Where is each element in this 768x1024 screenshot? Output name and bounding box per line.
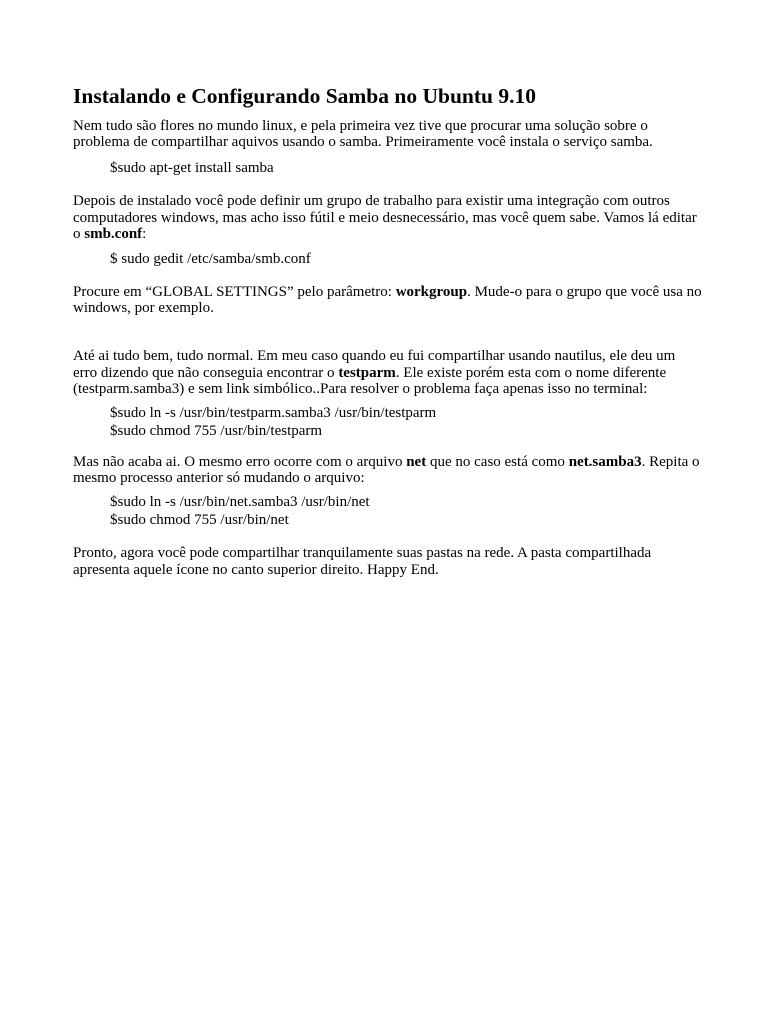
- document-title: Instalando e Configurando Samba no Ubuntu 9.10: [73, 84, 536, 108]
- command-chmod-net: $sudo chmod 755 /usr/bin/net: [110, 511, 289, 528]
- net-paragraph: [73, 454, 703, 487]
- global-settings-text: Procure em “GLOBAL SETTINGS” pelo parâmetro:: [73, 283, 396, 300]
- net-text-end: . Repita o mesmo processo anterior só mudando o arquivo:: [73, 453, 700, 487]
- command-ln-testparm: $sudo ln -s /usr/bin/testparm.samba3 /usr/bin/testparm: [110, 404, 437, 421]
- command-gedit-smbconf: $ sudo gedit /etc/samba/smb.conf: [110, 250, 311, 267]
- document-page: [73, 84, 703, 578]
- workgroup-label: workgroup: [395, 283, 468, 300]
- command-ln-net: $sudo ln -s /usr/bin/net.samba3 /usr/bin/net: [110, 493, 370, 510]
- testparm-error-paragraph: [73, 348, 703, 398]
- net-text-middle: que no caso está como: [426, 453, 569, 470]
- net-text: Mas não acaba ai. O mesmo erro ocorre com o arquivo: [73, 453, 407, 470]
- global-settings-text-end: . Mude-o para o grupo que você usa no windows, por exemplo.: [73, 283, 702, 317]
- command-install-samba: $sudo apt-get install samba: [110, 159, 274, 176]
- workgroup-text: Depois de instalado você pode definir um grupo de trabalho para existir uma integração com outros computadores windows, mas acho isso fútil e meio desnecessário, mas você quem sabe. Vamos lá editar o: [73, 192, 697, 243]
- smb-conf-label: smb.conf: [84, 226, 143, 243]
- testparm-error-text: Até ai tudo bem, tudo normal. Em meu caso quando eu fui compartilhar usando nautilus, ele deu um erro dizendo que não conseguia encontrar o: [73, 347, 676, 381]
- net-samba3-label: net.samba3: [568, 453, 642, 470]
- intro-paragraph: Nem tudo são flores no mundo linux, e pela primeira vez tive que procurar uma solução sobre o problema de compartilhar aquivos usando o samba. Primeiramente você instala o serviço samba.: [73, 117, 653, 151]
- testparm-error-text-end: . Ele existe porém esta com o nome diferente (testparm.samba3) e sem link simbólico..Para resolver o problema faça apenas isso no terminal:: [73, 364, 667, 398]
- net-label: net: [406, 453, 427, 470]
- testparm-label: testparm: [338, 364, 396, 381]
- closing-paragraph: Pronto, agora você pode compartilhar tranquilamente suas pastas na rede. A pasta compartilhada apresenta aquele ícone no canto superior direito. Happy End.: [73, 544, 652, 578]
- command-chmod-testparm: $sudo chmod 755 /usr/bin/testparm: [110, 422, 323, 439]
- workgroup-text-end: :: [142, 226, 147, 243]
- global-settings-paragraph: [73, 284, 703, 317]
- workgroup-paragraph: [73, 193, 703, 243]
